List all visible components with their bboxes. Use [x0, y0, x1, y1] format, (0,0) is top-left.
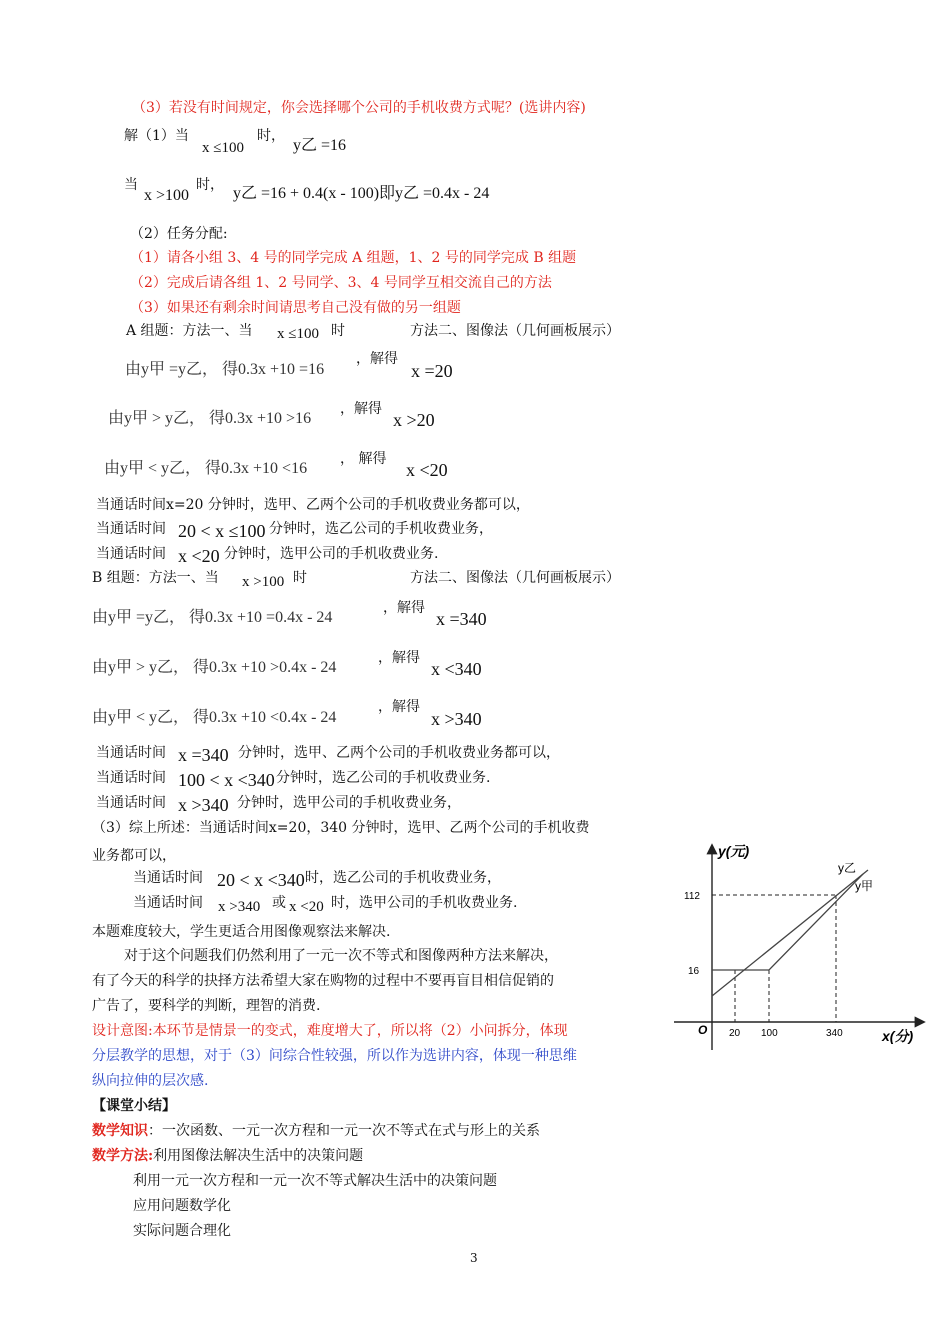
group-b-equation-3: 由y甲 < y乙， 得0.3x +10 <0.4x - 24 — [92, 709, 337, 726]
method-row — [92, 1146, 363, 1166]
group-b-conclusion-1-math: x =340 — [178, 745, 229, 765]
summary-line-2: 业务都可以， — [92, 848, 176, 864]
design-intent-line-2: 分层教学的思想，对于（3）问综合性较强，所以作为选讲内容，体现一种思维 — [92, 1048, 577, 1064]
summary-line-3-suffix: 时，选乙公司的手机收费业务， — [305, 870, 501, 886]
method-label: 数学方法: — [92, 1148, 154, 1164]
group-a-solve-3: ， 解得 — [340, 451, 387, 467]
y-tick-16: 16 — [688, 966, 700, 977]
group-a-conclusion-2-math: 20 < x ≤100 — [178, 521, 266, 541]
group-a-when: 时 — [331, 323, 345, 339]
group-b-conclusion-3-prefix: 当通话时间 — [96, 795, 166, 811]
line-jia-label: y甲 — [855, 879, 874, 893]
knowledge-row — [92, 1121, 540, 1141]
summary-line-4-math-1: x >340 — [218, 899, 261, 915]
difficulty-note: 本题难度较大，学生更适合用图像观察法来解决. — [92, 924, 391, 940]
group-a-solve-2: ，解得 — [340, 401, 382, 417]
cost-graph — [668, 838, 930, 1058]
group-b-conclusion-2-math: 100 < x <340 — [178, 770, 275, 790]
summary-line-4-or: 或 — [272, 895, 286, 911]
solution-1-equation: y乙 =16 — [293, 137, 347, 154]
group-b-solve-2: ，解得 — [378, 650, 420, 666]
group-b-equation-2: 由y甲 > y乙， 得0.3x +10 >0.4x - 24 — [92, 659, 337, 676]
group-a-solve-1: ，解得 — [356, 351, 398, 367]
paragraph-line-1: 对于这个问题我们仍然利用了一元一次不等式和图像两种方法来解决， — [124, 948, 558, 964]
group-b-when: 时 — [293, 570, 307, 586]
group-a-equation-3: 由y甲 < y乙， 得0.3x +10 <16 — [104, 460, 308, 477]
summary-line-3-prefix: 当通话时间 — [133, 870, 203, 886]
solution-1-prefix: 解（1）当 — [124, 128, 189, 144]
line-yi — [712, 874, 863, 970]
group-a-result-1: x =20 — [411, 361, 453, 381]
group-a-equation-1: 由y甲 =y乙， 得0.3x +10 =16 — [125, 361, 325, 378]
group-b-conclusion-2-suffix: 分钟时，选乙公司的手机收费业务. — [276, 770, 491, 786]
group-b-conclusion-1-prefix: 当通话时间 — [96, 745, 166, 761]
group-a-result-2: x >20 — [393, 410, 435, 430]
group-b-result-2: x <340 — [431, 659, 482, 679]
line-yi-label: y乙 — [838, 861, 857, 875]
group-a-conclusion-3-prefix: 当通话时间 — [96, 546, 166, 562]
group-b-result-3: x >340 — [431, 709, 482, 729]
summary-line-3-math: 20 < x <340 — [217, 870, 305, 890]
group-b-conclusion-2-prefix: 当通话时间 — [96, 770, 166, 786]
group-a-result-3: x <20 — [406, 460, 448, 480]
origin-label: O — [698, 1023, 708, 1037]
y-tick-112: 112 — [684, 891, 700, 902]
solution-2-equation: y乙 =16 + 0.4(x - 100)即y乙 =0.4x - 24 — [233, 185, 490, 202]
summary-line-4-suffix: 时，选甲公司的手机收费业务. — [331, 895, 518, 911]
solution-2-when: 时， — [196, 177, 224, 193]
group-a-conclusion-2-suffix: 分钟时，选乙公司的手机收费业务， — [269, 521, 493, 537]
summary-line-4-math-2: x <20 — [289, 899, 324, 915]
method-item-4: 实际问题合理化 — [133, 1223, 231, 1239]
y-axis-label: y(元) — [718, 843, 750, 859]
group-b-result-1: x =340 — [436, 609, 487, 629]
method-item-2: 利用一元一次方程和一元一次不等式解决生活中的决策问题 — [133, 1173, 497, 1189]
task-title: （2）任务分配: — [130, 226, 228, 242]
class-summary-title: 【课堂小结】 — [92, 1098, 176, 1114]
group-b-conclusion-3-math: x >340 — [178, 795, 229, 815]
group-a-conclusion-2-prefix: 当通话时间 — [96, 521, 166, 537]
method-item-3: 应用问题数学化 — [133, 1198, 231, 1214]
knowledge-label: 数学知识 — [92, 1123, 148, 1139]
group-b-conclusion-1-suffix: 分钟时，选甲、乙两个公司的手机收费业务都可以， — [238, 745, 560, 761]
group-b-equation-1: 由y甲 =y乙， 得0.3x +10 =0.4x - 24 — [92, 609, 333, 626]
group-b-conclusion-3-suffix: 分钟时，选甲公司的手机收费业务， — [237, 795, 461, 811]
group-a-conclusion-3-math: x <20 — [178, 546, 220, 566]
group-b-method-2: 方法二、图像法（几何画板展示） — [410, 570, 620, 586]
task-item-2: （2）完成后请各组 1、2 号同学、3、4 号同学互相交流自己的方法 — [130, 275, 552, 291]
paragraph-line-2: 有了今天的科学的抉择方法希望大家在购物的过程中不要再盲目相信促销的 — [92, 973, 554, 989]
group-a-method-2: 方法二、图像法（几何画板展示） — [410, 323, 620, 339]
group-a-conclusion-3-suffix: 分钟时，选甲公司的手机收费业务. — [224, 546, 439, 562]
solution-1-condition: x ≤100 — [202, 140, 244, 156]
page-number: 3 — [470, 1251, 478, 1265]
x-tick-340: 340 — [826, 1028, 843, 1039]
task-item-1: （1）请各小组 3、4 号的同学完成 A 组题，1、2 号的同学完成 B 组题 — [130, 250, 577, 266]
group-a-conclusion-1: 当通话时间x=20 分钟时，选甲、乙两个公司的手机收费业务都可以， — [96, 497, 530, 513]
group-b-solve-3: ，解得 — [378, 699, 420, 715]
task-item-3: （3）如果还有剩余时间请思考自己没有做的另一组题 — [130, 300, 461, 316]
paragraph-line-3: 广告了，要科学的判断，理智的消费. — [92, 998, 321, 1014]
solution-1-when: 时， — [257, 128, 285, 144]
x-tick-20: 20 — [729, 1028, 741, 1039]
method-text: 利用图像法解决生活中的决策问题 — [153, 1148, 364, 1164]
summary-line-1: （3）综上所述：当通话时间x=20，340 分钟时，选甲、乙两个公司的手机收费 — [92, 820, 590, 836]
group-a-equation-2: 由y甲 > y乙， 得0.3x +10 >16 — [108, 410, 312, 427]
design-intent-line-1: 设计意图:本环节是情景一的变式，难度增大了，所以将（2）小问拆分，体现 — [92, 1023, 568, 1039]
group-b-solve-1: ，解得 — [383, 600, 425, 616]
group-b-title: B 组题：方法一、当 — [92, 570, 219, 586]
solution-2-prefix: 当 — [124, 177, 138, 193]
x-axis-label: x(分) — [882, 1028, 914, 1044]
design-intent-line-3: 纵向拉伸的层次感. — [92, 1073, 209, 1089]
group-a-title: A 组题：方法一、当 — [126, 323, 253, 339]
x-tick-100: 100 — [761, 1028, 778, 1039]
solution-2-condition: x >100 — [144, 187, 190, 204]
question-3: （3）若没有时间规定，你会选择哪个公司的手机收费方式呢？(选讲内容) — [132, 100, 586, 116]
line-jia — [712, 870, 868, 996]
summary-line-4-prefix: 当通话时间 — [133, 895, 203, 911]
group-b-condition: x >100 — [242, 574, 285, 590]
knowledge-text: ：一次函数、一元一次方程和一元一次不等式在式与形上的关系 — [148, 1123, 540, 1139]
group-a-condition: x ≤100 — [277, 326, 319, 342]
